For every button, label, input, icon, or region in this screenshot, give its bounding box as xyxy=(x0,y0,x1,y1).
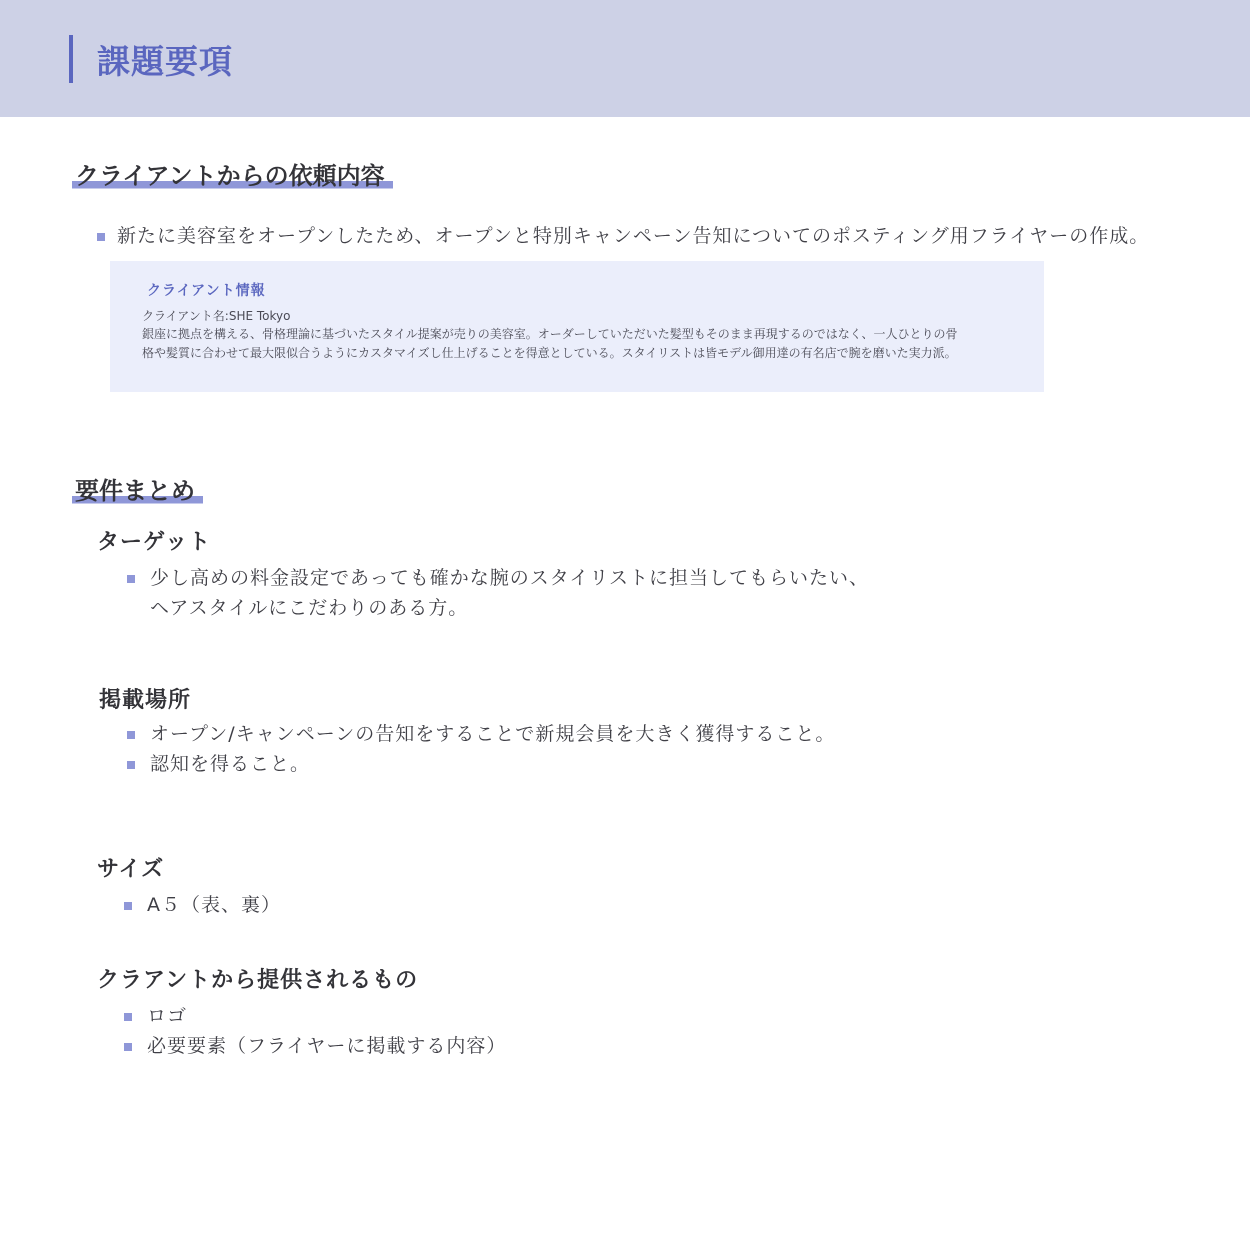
header-accent-bar xyxy=(69,35,73,83)
placement-text: オープン/キャンペーンの告知をすることで新規会員を大きく獲得すること。 xyxy=(150,723,836,745)
client-request-text: 新たに美容室をオープンしたため、オープンと特別キャンペーン告知についてのポスティング用フライヤーの作成。 xyxy=(117,225,1150,247)
target-text-line1: 少し高めの料金設定であっても確かな腕のスタイリストに担当してもらいたい、 xyxy=(150,567,870,589)
provided-item xyxy=(124,1031,506,1061)
subsection-title-provided: クラアントから提供されるもの xyxy=(97,968,419,993)
subsection-title-placement: 掲載場所 xyxy=(99,688,192,713)
section-title-client-request: クライアントからの依頼内容 xyxy=(72,161,393,191)
size-text: A５（表、裏） xyxy=(147,894,281,916)
provided-text: ロゴ xyxy=(147,1005,188,1027)
bullet-marker xyxy=(127,575,135,583)
bullet-marker xyxy=(127,731,135,739)
placement-item xyxy=(127,749,310,779)
provided-item xyxy=(124,1001,187,1031)
placement-item xyxy=(127,719,835,749)
placement-text: 認知を得ること。 xyxy=(150,753,311,775)
subsection-title-target: ターゲット xyxy=(97,530,212,555)
page-title: 課題要項 xyxy=(97,42,233,81)
target-item xyxy=(127,563,869,623)
client-request-item xyxy=(97,221,1149,251)
section-title-requirements: 要件まとめ xyxy=(72,476,203,506)
provided-text: 必要要素（フライヤーに掲載する内容） xyxy=(147,1035,507,1057)
client-description xyxy=(142,325,1022,363)
client-description-line: 格や髪質に合わせて最大限似合うようにカスタマイズし仕上げることを得意としている。スタイリストは皆モデル御用達の有名店で腕を磨いた実力派。 xyxy=(142,346,957,360)
bullet-marker xyxy=(124,902,132,910)
client-name: クライアント名:SHE Tokyo xyxy=(142,309,291,323)
client-info-box xyxy=(110,261,1044,392)
bullet-marker xyxy=(124,1013,132,1021)
page-header xyxy=(0,0,1250,117)
bullet-marker xyxy=(124,1043,132,1051)
size-item xyxy=(124,890,281,920)
subsection-title-size: サイズ xyxy=(97,857,165,882)
client-info-title: クライアント情報 xyxy=(147,283,266,299)
client-description-line: 銀座に拠点を構える、骨格理論に基づいたスタイル提案が売りの美容室。オーダーしていただいた髪型もそのまま再現するのではなく、一人ひとりの骨 xyxy=(142,327,958,341)
target-text-line2: ヘアスタイルにこだわりのある方。 xyxy=(150,597,469,619)
bullet-marker xyxy=(97,233,105,241)
bullet-marker xyxy=(127,761,135,769)
